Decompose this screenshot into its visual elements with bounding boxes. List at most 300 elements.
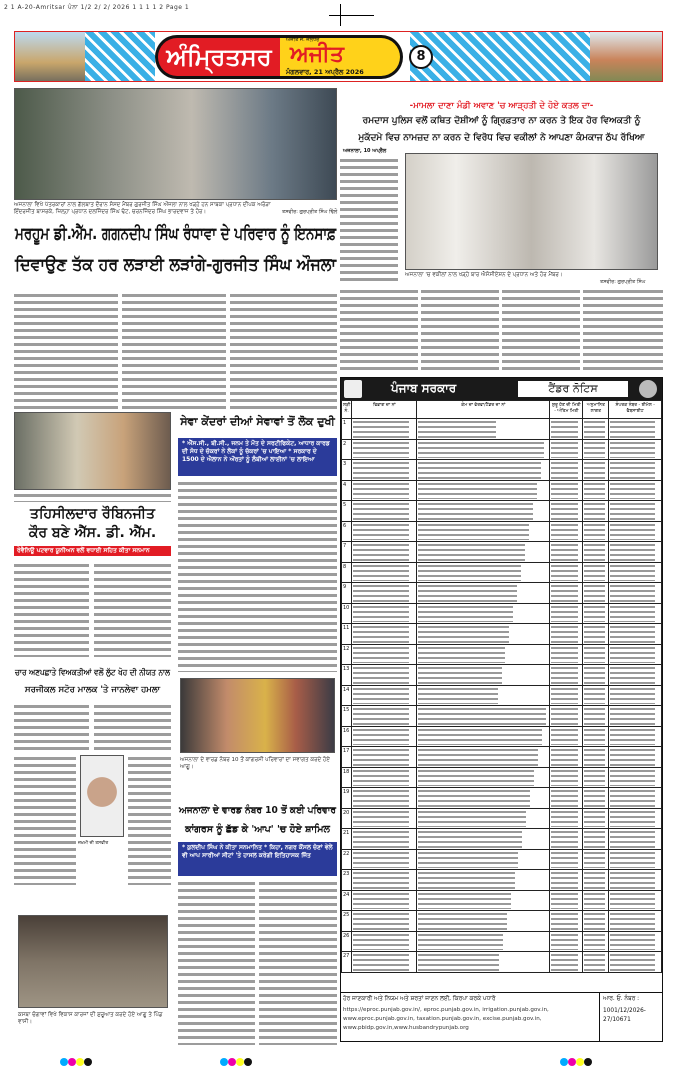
row-number: 1 bbox=[342, 419, 352, 440]
cell-text-lines bbox=[353, 933, 409, 951]
cell-text-lines bbox=[353, 687, 409, 705]
cell-text-lines bbox=[418, 441, 544, 459]
color-registration-marks bbox=[60, 1051, 92, 1070]
photo-caption: ਅਜਨਾਲਾ ਵਿਖੇ ਪੱਤਰਕਾਰਾਂ ਨਾਲ ਗੱਲਬਾਤ ਦੌਰਾਨ ਸੰਸਦ ਮੈਂਬਰ ਗੁਰਜੀਤ ਸਿੰਘ ਔਜਲਾ ਨਾਲ ਖੜ੍ਹੇ ਹਨ ਸਾਬਕਾ ਪ੍ਰਧਾਨ ਦੀਪਕ ਅਰੋੜਾ ਇੰਦਰਜੀਤ ਬਾਸਰਕੇ, ਜ਼ਿਲ੍ਹਾ ਪ੍ਰਧਾਨ ਦਲਜਿੰਦਰ ਸਿੰਘ ਢੋਟ, ਚਰਨਜਿੰਦਰ ਸਿੰਘ ਭਾਰਦਵਾਜ ਤੇ ਹੋਰ। bbox=[14, 202, 271, 215]
jallianwala-memorial-photo bbox=[590, 32, 663, 82]
cell-text-lines bbox=[551, 523, 578, 541]
tender-cell bbox=[609, 644, 662, 665]
tender-cell bbox=[583, 603, 609, 624]
cell-text-lines bbox=[584, 605, 605, 623]
attack-headline-1-box bbox=[14, 667, 171, 679]
tender-govt: ਪੰਜਾਬ ਸਰਕਾਰ bbox=[391, 381, 457, 395]
injured-man-photo bbox=[80, 755, 124, 837]
cell-text-lines bbox=[551, 420, 578, 438]
cell-text-lines bbox=[584, 830, 605, 848]
tender-cell bbox=[352, 603, 417, 624]
cell-text-lines bbox=[353, 543, 409, 561]
tender-cell bbox=[417, 870, 550, 891]
tender-cell bbox=[609, 849, 662, 870]
tender-cell bbox=[352, 521, 417, 542]
cell-text-lines bbox=[610, 953, 655, 971]
cell-text-lines bbox=[418, 933, 503, 951]
tender-cell bbox=[609, 747, 662, 768]
tender-cell bbox=[609, 521, 662, 542]
row-number: 10 bbox=[342, 603, 352, 624]
tender-cell bbox=[352, 788, 417, 809]
tehsildar-headline-2: ਕੌਰ ਬਣੇ ਐੱਸ. ਡੀ. ਐੱਮ. bbox=[28, 525, 157, 541]
row-number: 3 bbox=[342, 460, 352, 481]
supplement-label: ਅਜੀਤ ਜ. ਜਲੰਧਰ bbox=[286, 37, 320, 43]
tender-cell bbox=[583, 849, 609, 870]
article-column bbox=[94, 703, 171, 753]
ramdas-kicker: -ਮਾਮਲਾ ਦਾਣਾ ਮੰਡੀ ਅਵਾਣ 'ਚ ਆੜ੍ਹਤੀ ਦੇ ਹੋਏ ਕਤਲ ਦਾ- bbox=[409, 101, 594, 111]
cell-text-lines bbox=[353, 584, 409, 602]
cell-text-lines bbox=[353, 564, 409, 582]
tender-row bbox=[342, 419, 662, 440]
tender-cell bbox=[550, 644, 583, 665]
tender-row bbox=[342, 480, 662, 501]
tender-row bbox=[342, 439, 662, 460]
cell-text-lines bbox=[584, 769, 605, 787]
choga-photo bbox=[18, 915, 168, 1008]
tender-cell bbox=[417, 419, 550, 440]
article-column bbox=[14, 703, 89, 753]
pattern-left bbox=[85, 32, 155, 82]
masthead bbox=[14, 31, 663, 82]
footer-line: ਹੋਰ ਜਾਣਕਾਰੀ ਅਤੇ ਨਿਯਮ ਅਤੇ ਸ਼ਰਤਾਂ ਜਾਣਨ ਲਈ, ਕਿਰਪਾ ਕਰਕੇ ਪਧਾਰੋ bbox=[343, 996, 496, 1002]
cell-text-lines bbox=[551, 933, 578, 951]
tender-cell bbox=[550, 829, 583, 850]
row-number: 21 bbox=[342, 829, 352, 850]
tehsildar-photo bbox=[14, 412, 171, 490]
photo-credit: ਤਸਵੀਰ: ਗੁਰਪ੍ਰੀਤ ਸਿੰਘ bbox=[600, 279, 646, 285]
cell-text-lines bbox=[584, 646, 605, 664]
cell-text-lines bbox=[353, 789, 409, 807]
cell-text-lines bbox=[418, 748, 538, 766]
tender-cell bbox=[417, 829, 550, 850]
tender-cell bbox=[417, 562, 550, 583]
tender-cell bbox=[609, 788, 662, 809]
tender-cell bbox=[352, 767, 417, 788]
article-column bbox=[340, 157, 398, 285]
cell-text-lines bbox=[418, 584, 517, 602]
tender-cell bbox=[583, 788, 609, 809]
cell-text-lines bbox=[610, 461, 655, 479]
tender-cell bbox=[550, 870, 583, 891]
tender-table bbox=[341, 400, 662, 973]
tender-cell bbox=[550, 685, 583, 706]
tender-cell bbox=[417, 624, 550, 645]
tender-cell bbox=[417, 726, 550, 747]
tender-cell bbox=[352, 829, 417, 850]
cell-text-lines bbox=[584, 441, 605, 459]
page-number: 8 bbox=[409, 45, 433, 69]
tender-cell bbox=[352, 665, 417, 686]
cell-text-lines bbox=[418, 830, 522, 848]
tender-row bbox=[342, 952, 662, 973]
cell-text-lines bbox=[353, 502, 409, 520]
cell-text-lines bbox=[551, 748, 578, 766]
tender-cell bbox=[550, 562, 583, 583]
column-header: ਕੰਮ ਦਾ ਵੇਰਵਾ/ਟੈਂਡਰ ਦਾ ਨਾਂ bbox=[417, 401, 550, 419]
tender-cell bbox=[609, 706, 662, 727]
tender-cell bbox=[417, 501, 550, 522]
row-number: 9 bbox=[342, 583, 352, 604]
cell-text-lines bbox=[584, 543, 605, 561]
tender-cell bbox=[609, 501, 662, 522]
masthead-title-box bbox=[280, 35, 403, 79]
cell-text-lines bbox=[610, 851, 655, 869]
article-column bbox=[178, 880, 255, 1045]
cell-text-lines bbox=[584, 871, 605, 889]
cell-text-lines bbox=[418, 769, 534, 787]
tender-cell bbox=[352, 706, 417, 727]
cell-text-lines bbox=[551, 461, 578, 479]
photo-caption: ਅਜਨਾਲਾ 'ਚ ਵਕੀਲਾਂ ਨਾਲ ਖੜ੍ਹੇ ਬਾਰ ਐਸੋਸੀਏਸ਼ਨ ਦੇ ਪ੍ਰਧਾਨ ਅਤੇ ਹੋਰ ਮੈਂਬਰ। bbox=[405, 272, 563, 278]
aujla-press-photo bbox=[14, 88, 337, 200]
tender-cell bbox=[352, 726, 417, 747]
cell-text-lines bbox=[610, 769, 655, 787]
cell-text-lines bbox=[353, 769, 409, 787]
cell-text-lines bbox=[551, 728, 578, 746]
tender-cell bbox=[583, 480, 609, 501]
cell-text-lines bbox=[551, 441, 578, 459]
tender-cell bbox=[417, 706, 550, 727]
ramdas-headline-1: ਰਮਦਾਸ ਪੁਲਿਸ ਵਲੋਂ ਕਥਿਤ ਦੋਸ਼ੀਆਂ ਨੂੰ ਗ੍ਰਿਫ਼ਤਾਰ ਨਾ ਕਰਨ ਤੇ ਇਕ ਹੋਰ ਵਿਅਕਤੀ ਨੂੰ bbox=[362, 116, 641, 126]
ajnala-strap: * ਕੁਲਦੀਪ ਸਿੰਘ ਨੇ ਕੀਤਾ ਸਨਮਾਨਿਤ * ਕਿਹਾ, ਨਗਰ ਕੌਂਸਲ ਚੋਣਾਂ ਵੇਲੇ ਵੀ ਆਪ ਸਾਰੀਆਂ ਸੀਟਾਂ 'ਤੇ ਹਾਸਲ ਕਰੇਗੀ ਇਤਿਹਾਸਕ ਜਿੱਤ bbox=[178, 842, 337, 876]
cell-text-lines bbox=[418, 605, 513, 623]
tender-cell bbox=[583, 890, 609, 911]
tender-cell bbox=[352, 890, 417, 911]
tender-cell bbox=[550, 706, 583, 727]
footer-divider bbox=[599, 993, 600, 1042]
tender-cell bbox=[417, 952, 550, 973]
pattern-right bbox=[410, 32, 590, 82]
photo-caption: ਅਜਨਾਲਾ ਦੇ ਵਾਰਡ ਨੰਬਰ 10 ਤੋਂ ਕਾਂਗਰਸੀ ਪਰਿਵਾਰਾਂ ਦਾ ਸਵਾਗਤ ਕਰਦੇ ਹੋਏ ਆਗੂ। bbox=[180, 757, 330, 770]
cell-text-lines bbox=[418, 789, 530, 807]
dateline: ਅਜਨਾਲਾ, 10 ਅਪ੍ਰੈਲ bbox=[343, 148, 387, 154]
cell-text-lines bbox=[610, 646, 655, 664]
tender-cell bbox=[609, 665, 662, 686]
tender-cell bbox=[583, 542, 609, 563]
tender-cell bbox=[417, 849, 550, 870]
tender-cell bbox=[550, 542, 583, 563]
print-slug: 2 1 A-20-Amritsar ਪੰਨਾ 1/2 2/ 2/ 2026 1 1 1 1 2 Page 1 bbox=[4, 4, 190, 11]
tender-row bbox=[342, 849, 662, 870]
tender-cell bbox=[352, 480, 417, 501]
cell-text-lines bbox=[551, 666, 578, 684]
punjab-govt-emblem-icon bbox=[344, 380, 362, 398]
cell-text-lines bbox=[418, 666, 501, 684]
tender-cell bbox=[417, 767, 550, 788]
cell-text-lines bbox=[353, 871, 409, 889]
tender-cell bbox=[609, 480, 662, 501]
cell-text-lines bbox=[551, 605, 578, 623]
cell-text-lines bbox=[353, 810, 409, 828]
article-column bbox=[259, 880, 337, 1045]
tender-cell bbox=[352, 460, 417, 481]
tender-cell bbox=[550, 767, 583, 788]
cell-text-lines bbox=[610, 912, 655, 930]
cell-text-lines bbox=[418, 502, 532, 520]
cell-text-lines bbox=[551, 912, 578, 930]
tender-cell bbox=[352, 747, 417, 768]
tender-cell bbox=[417, 911, 550, 932]
tender-cell bbox=[352, 952, 417, 973]
cell-text-lines bbox=[551, 851, 578, 869]
cell-text-lines bbox=[610, 605, 655, 623]
tender-cell bbox=[550, 480, 583, 501]
tender-cell bbox=[583, 870, 609, 891]
cell-text-lines bbox=[418, 625, 509, 643]
cell-text-lines bbox=[353, 748, 409, 766]
cell-text-lines bbox=[418, 461, 540, 479]
cell-text-lines bbox=[353, 482, 409, 500]
tehsildar-strap: ਰੇਵੈਨਿਊ ਪਟਵਾਰ ਯੂਨੀਅਨ ਵਲੋਂ ਵਧਾਈ ਸਹਿਤ ਕੀਤਾ ਸਨਮਾਨ bbox=[14, 546, 171, 556]
tender-cell bbox=[583, 931, 609, 952]
article-column bbox=[178, 480, 337, 672]
attack-headline-2-box bbox=[14, 684, 171, 696]
tender-cell bbox=[609, 870, 662, 891]
tender-row bbox=[342, 829, 662, 850]
tender-cell bbox=[583, 829, 609, 850]
photo-caption bbox=[14, 492, 171, 502]
tender-cell bbox=[417, 439, 550, 460]
cell-text-lines bbox=[353, 707, 409, 725]
color-registration-marks bbox=[560, 1051, 592, 1070]
tender-row bbox=[342, 788, 662, 809]
tender-cell bbox=[352, 419, 417, 440]
article-column bbox=[94, 562, 171, 657]
tender-cell bbox=[417, 788, 550, 809]
tender-cell bbox=[417, 644, 550, 665]
tender-cell bbox=[352, 562, 417, 583]
tender-cell bbox=[352, 644, 417, 665]
cell-text-lines bbox=[610, 441, 655, 459]
column-header: ਲੜੀ ਨੰ. bbox=[342, 401, 352, 419]
row-number: 7 bbox=[342, 542, 352, 563]
tender-row bbox=[342, 583, 662, 604]
cell-text-lines bbox=[418, 892, 510, 910]
tender-cell bbox=[583, 767, 609, 788]
cell-text-lines bbox=[353, 420, 409, 438]
ramdas-headline-2-box bbox=[340, 131, 663, 145]
cell-text-lines bbox=[584, 502, 605, 520]
tender-row bbox=[342, 624, 662, 645]
tender-row bbox=[342, 931, 662, 952]
tender-cell bbox=[352, 870, 417, 891]
cell-text-lines bbox=[610, 748, 655, 766]
tender-cell bbox=[352, 624, 417, 645]
tender-cell bbox=[352, 439, 417, 460]
crop-mark bbox=[340, 4, 341, 26]
tender-cell bbox=[583, 624, 609, 645]
cell-text-lines bbox=[584, 851, 605, 869]
tender-cell bbox=[609, 542, 662, 563]
headline-line-2: ਦਿਵਾਉਣ ਤੱਕ ਹਰ ਲੜਾਈ ਲੜਾਂਗੇ-ਗੁਰਜੀਤ ਸਿੰਘ ਔਜਲਾ bbox=[15, 255, 336, 275]
cell-text-lines bbox=[353, 605, 409, 623]
ref-number: 1001/12/2026-27/10671 bbox=[603, 1008, 646, 1023]
cell-text-lines bbox=[610, 687, 655, 705]
cell-text-lines bbox=[584, 953, 605, 971]
cell-text-lines bbox=[551, 871, 578, 889]
row-number: 20 bbox=[342, 808, 352, 829]
cell-text-lines bbox=[584, 789, 605, 807]
tender-row bbox=[342, 726, 662, 747]
tender-cell bbox=[417, 583, 550, 604]
cell-text-lines bbox=[551, 810, 578, 828]
tehsildar-headline-2-box bbox=[14, 524, 171, 542]
cell-text-lines bbox=[610, 728, 655, 746]
row-number: 15 bbox=[342, 706, 352, 727]
cell-text-lines bbox=[584, 564, 605, 582]
article-column bbox=[14, 562, 89, 657]
tender-cell bbox=[609, 562, 662, 583]
tender-cell bbox=[352, 501, 417, 522]
tender-header-row bbox=[342, 401, 662, 419]
headline-line-2-box bbox=[14, 253, 337, 277]
cell-text-lines bbox=[584, 420, 605, 438]
seva-headline: ਸੇਵਾ ਕੇਂਦਰਾਂ ਦੀਆਂ ਸੇਵਾਵਾਂ ਤੋਂ ਲੋਕ ਦੁਖੀ bbox=[180, 415, 335, 428]
masthead-title-right: ਅਜੀਤ bbox=[290, 42, 344, 67]
tender-cell bbox=[583, 583, 609, 604]
tender-cell bbox=[583, 808, 609, 829]
cell-text-lines bbox=[551, 789, 578, 807]
tender-cell bbox=[609, 624, 662, 645]
cell-text-lines bbox=[584, 912, 605, 930]
tender-cell bbox=[583, 439, 609, 460]
row-number: 19 bbox=[342, 788, 352, 809]
tender-cell bbox=[550, 521, 583, 542]
tender-cell bbox=[417, 931, 550, 952]
cell-text-lines bbox=[584, 687, 605, 705]
column-header: ਸ਼ੁਰੂ ਹੋਣ ਦੀ ਮਿਤੀ - ਅੰਤਿਮ ਮਿਤੀ bbox=[550, 401, 583, 419]
tender-cell bbox=[550, 911, 583, 932]
tender-row bbox=[342, 808, 662, 829]
row-number: 18 bbox=[342, 767, 352, 788]
cell-text-lines bbox=[610, 707, 655, 725]
tender-cell bbox=[417, 890, 550, 911]
cell-text-lines bbox=[551, 564, 578, 582]
cell-text-lines bbox=[610, 810, 655, 828]
tender-cell bbox=[583, 501, 609, 522]
cell-text-lines bbox=[610, 871, 655, 889]
color-registration-marks bbox=[220, 1051, 252, 1070]
row-number: 22 bbox=[342, 849, 352, 870]
tender-cell bbox=[583, 562, 609, 583]
column-header: ਅਨੁਮਾਨਿਤ ਲਾਗਤ bbox=[583, 401, 609, 419]
cell-text-lines bbox=[353, 646, 409, 664]
cell-text-lines bbox=[584, 892, 605, 910]
cell-text-lines bbox=[353, 728, 409, 746]
headline-line-1-box bbox=[14, 222, 337, 246]
article-column bbox=[128, 755, 171, 885]
footer-urls[interactable]: https://eproc.punjab.gov.in/, eproc.punjab.gov.in, irrigation.punjab.gov.in, www.eproc.punjab.gov.in, taxation.punjab.gov.in, excise.punjab.gov.in, www.pbidp.gov.in,www.husbandrypunjab.org bbox=[343, 1007, 549, 1031]
tender-cell bbox=[609, 583, 662, 604]
cell-text-lines bbox=[551, 543, 578, 561]
tender-row bbox=[342, 521, 662, 542]
tender-row bbox=[342, 706, 662, 727]
tender-footer bbox=[341, 992, 662, 1041]
tender-cell bbox=[550, 788, 583, 809]
tender-cell bbox=[583, 952, 609, 973]
tender-row bbox=[342, 870, 662, 891]
cell-text-lines bbox=[584, 482, 605, 500]
row-number: 2 bbox=[342, 439, 352, 460]
ajnala-headline-1-box bbox=[178, 804, 337, 818]
cell-text-lines bbox=[610, 564, 655, 582]
tender-cell bbox=[550, 952, 583, 973]
cell-text-lines bbox=[584, 810, 605, 828]
photo-credit: ਤਸਵੀਰ: ਗੁਰਪ੍ਰੀਤ ਸਿੰਘ ਢਿੱਲੋਂ bbox=[282, 209, 338, 215]
tender-cell bbox=[417, 460, 550, 481]
attack-headline-2: ਸਰਜੀਕਲ ਸਟੋਰ ਮਾਲਕ 'ਤੇ ਜਾਨਲੇਵਾ ਹਮਲਾ bbox=[24, 685, 161, 695]
tender-cell bbox=[583, 419, 609, 440]
tender-cell bbox=[550, 849, 583, 870]
tender-cell bbox=[550, 808, 583, 829]
row-number: 17 bbox=[342, 747, 352, 768]
tender-cell bbox=[417, 521, 550, 542]
cell-text-lines bbox=[353, 523, 409, 541]
tender-cell bbox=[352, 808, 417, 829]
inset-caption: ਜ਼ਖ਼ਮੀ ਦੀ ਤਸਵੀਰ bbox=[78, 841, 109, 846]
row-number: 11 bbox=[342, 624, 352, 645]
cell-text-lines bbox=[584, 584, 605, 602]
cell-text-lines bbox=[353, 461, 409, 479]
tender-cell bbox=[550, 890, 583, 911]
tender-cell bbox=[352, 542, 417, 563]
tender-row bbox=[342, 911, 662, 932]
article-column bbox=[14, 292, 118, 409]
attack-headline-1: ਚਾਰ ਅਣਪਛਾਤੇ ਵਿਅਕਤੀਆਂ ਵਲੋਂ ਲੁੱਟ ਖੋਹ ਦੀ ਨੀਯਤ ਨਾਲ bbox=[15, 668, 170, 678]
tender-cell bbox=[417, 665, 550, 686]
tehsildar-headline-1: ਤਹਿਸੀਲਦਾਰ ਰੌਬਿਨਜੀਤ bbox=[30, 506, 155, 522]
cell-text-lines bbox=[584, 933, 605, 951]
ref-label: ਆਰ. ਓ. ਨੰਬਰ : bbox=[603, 996, 640, 1002]
tender-cell bbox=[550, 747, 583, 768]
cell-text-lines bbox=[584, 461, 605, 479]
tender-row bbox=[342, 665, 662, 686]
row-number: 8 bbox=[342, 562, 352, 583]
cell-text-lines bbox=[610, 789, 655, 807]
ajnala-headline-2: ਕਾਂਗਰਸ ਨੂੰ ਛੱਡ ਕੇ 'ਆਪ' 'ਚ ਹੋਏ ਸ਼ਾਮਿਲ bbox=[185, 824, 330, 835]
tender-row bbox=[342, 460, 662, 481]
ramdas-headline-2: ਮੁਕੱਦਮੇ ਵਿਚ ਨਾਮਜ਼ਦ ਨਾ ਕਰਨ ਦੇ ਵਿਰੋਧ ਵਿਚ ਵਕੀਲਾਂ ਨੇ ਆਪਣਾ ਕੰਮਕਾਜ ਠੱਪ ਰੱਖਿਆ bbox=[358, 133, 645, 143]
tender-cell bbox=[583, 726, 609, 747]
tender-row bbox=[342, 542, 662, 563]
column-header: ਵਿਭਾਗ ਦਾ ਨਾਂ bbox=[352, 401, 417, 419]
row-number: 25 bbox=[342, 911, 352, 932]
cell-text-lines bbox=[418, 707, 545, 725]
cell-text-lines bbox=[353, 851, 409, 869]
cell-text-lines bbox=[418, 728, 542, 746]
cell-text-lines bbox=[584, 523, 605, 541]
tender-cell bbox=[609, 808, 662, 829]
cell-text-lines bbox=[551, 707, 578, 725]
cell-text-lines bbox=[610, 933, 655, 951]
article-column bbox=[230, 292, 337, 409]
tender-cell bbox=[609, 439, 662, 460]
cell-text-lines bbox=[610, 892, 655, 910]
tender-cell bbox=[609, 890, 662, 911]
tender-cell bbox=[609, 419, 662, 440]
cell-text-lines bbox=[418, 851, 518, 869]
article-column bbox=[583, 288, 663, 373]
tender-cell bbox=[583, 747, 609, 768]
tender-cell bbox=[550, 726, 583, 747]
issue-date: ਮੰਗਲਵਾਰ, 21 ਅਪ੍ਰੈਲ 2026 bbox=[286, 68, 364, 76]
cell-text-lines bbox=[353, 953, 409, 971]
